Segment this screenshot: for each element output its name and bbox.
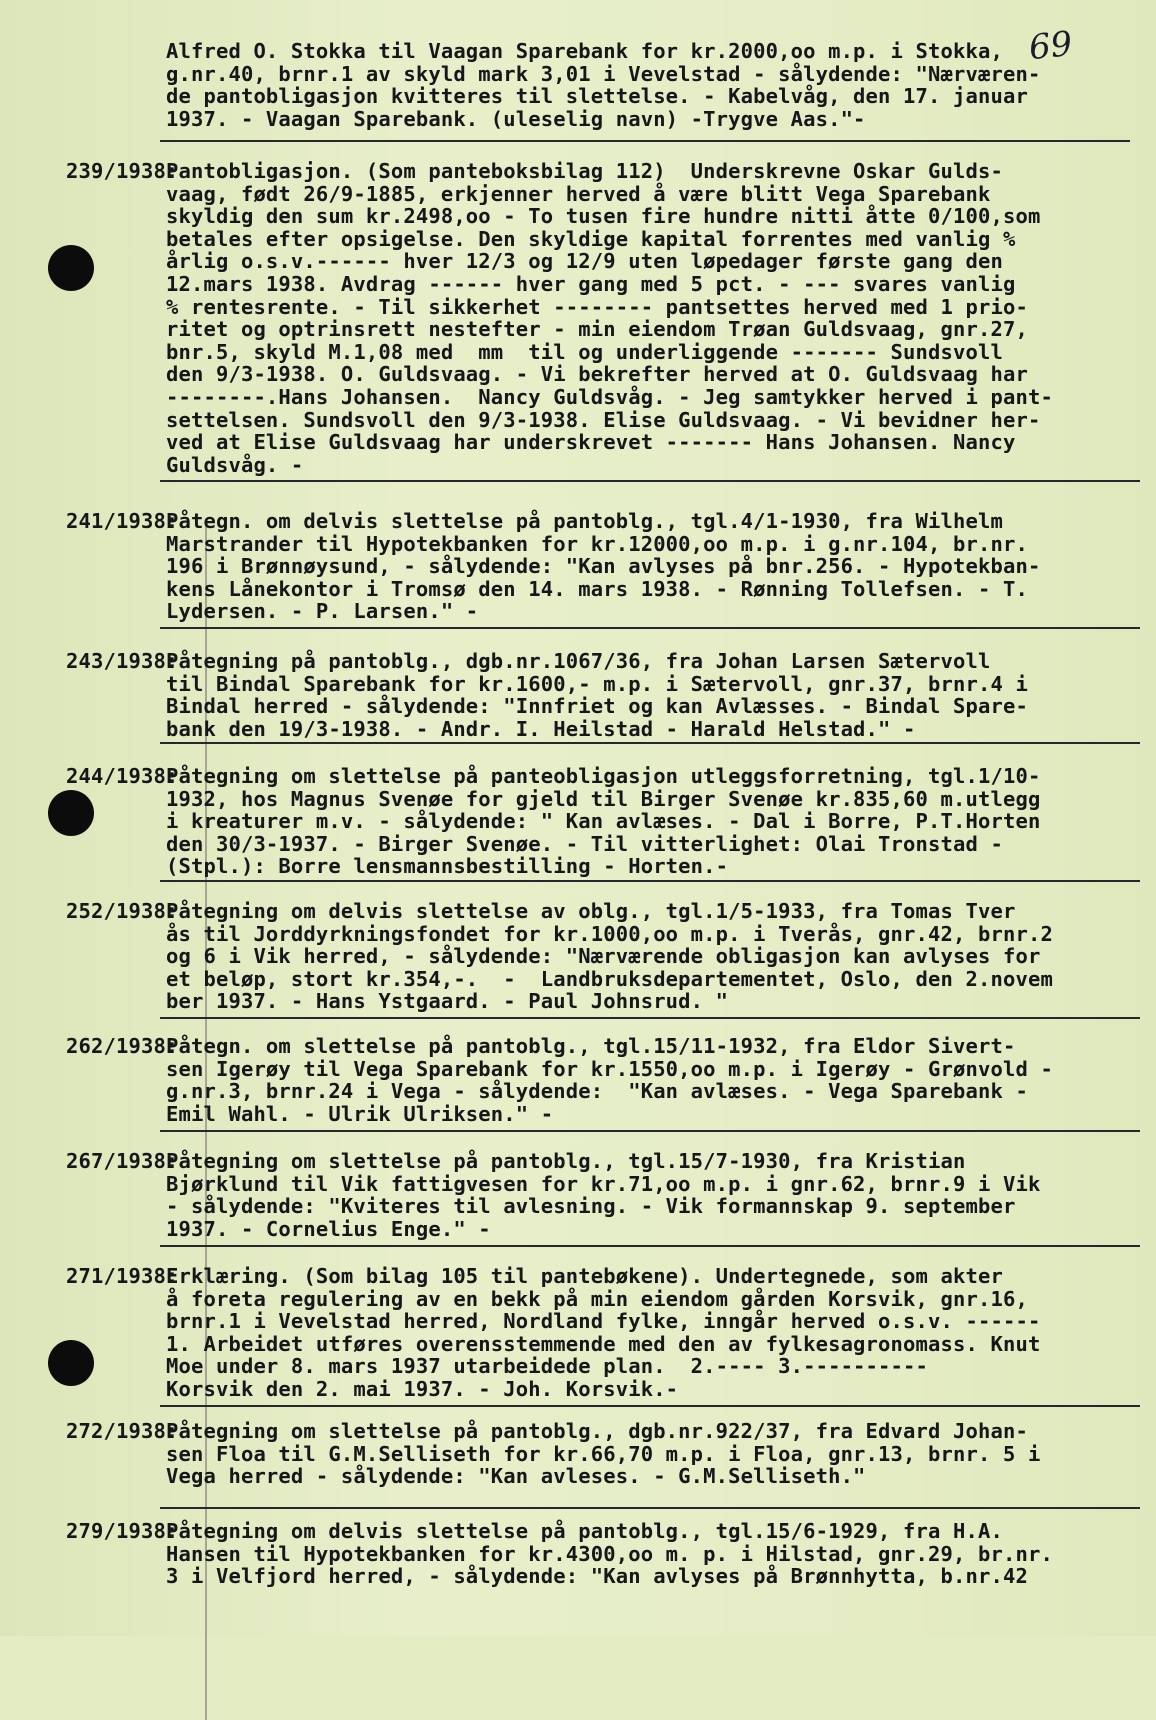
entry-text-line: vaag, født 26/9-1885, erkjenner herved å være blitt Vega Sparebank (166, 181, 991, 206)
entry-number: 243/1938: (66, 649, 179, 673)
entry-text-line: Påtegning om delvis slettelse på pantoblg., tgl.15/6-1929, fra H.A. (166, 1519, 1003, 1543)
entry-text-line: Påtegn. om delvis slettelse på pantoblg., tgl.4/1-1930, fra Wilhelm (166, 509, 1003, 533)
page-number: 69 (1026, 23, 1074, 69)
entry-text-line: g.nr.3, brnr.24 i Vega - sålydende: "Kan avlæses. - Vega Sparebank - (166, 1079, 1028, 1104)
entry-text-line: de pantobligasjon kvitteres til slettelse. - Kabelvåg, den 17. januar (166, 84, 1028, 109)
entry-text-line: ås til Jorddyrkningsfondet for kr.1000,oo m.p. i Tverås, gnr.42, brnr.2 (166, 921, 1053, 946)
entry-text-line: Korsvik den 2. mai 1937. - Joh. Korsvik.- (166, 1377, 679, 1401)
entry-text-line: Lydersen. - P. Larsen." - (166, 599, 479, 624)
entry-number: 279/1938: (66, 1519, 179, 1543)
entry-text-line: --------.Hans Johansen. Nancy Guldsvåg. - Jeg samtykker herved i pant- (166, 385, 1053, 409)
entry-text-line: Vega herred - sålydende: "Kan avleses. - G.M.Selliseth." (166, 1464, 866, 1489)
entry-separator (160, 1130, 1140, 1132)
entry-text-line: Påtegning om delvis slettelse av oblg., tgl.1/5-1933, fra Tomas Tver (166, 899, 1016, 923)
entry-text-line: ritet og optrinsrett nestefter - min eiendom Trøan Guldsvaag, gnr.27, (166, 317, 1028, 342)
entry-text-line: Bjørklund til Vik fattigvesen for kr.71,oo m.p. i gnr.62, brnr.9 i Vik (166, 1171, 1041, 1196)
entry-text-line: brnr.1 i Vevelstad herred, Nordland fylke, inngår herved o.s.v. ------ (166, 1309, 1041, 1334)
entry-text-line: 1. Arbeidet utføres overensstemmende med den av fylkesagronomass. Knut (166, 1331, 1041, 1356)
entry-text-line: 1937. - Vaagan Sparebank. (uleselig navn) -Trygve Aas."- (166, 106, 866, 131)
entry-separator (160, 1017, 1140, 1019)
entry-text-line: sen Floa til G.M.Selliseth for kr.66,70 m.p. i Floa, gnr.13, brnr. 5 i (166, 1441, 1041, 1466)
entry-text-line: Erklæring. (Som bilag 105 til pantebøkene). Undertegnede, som akter (166, 1264, 1003, 1288)
entry-text-line: Påtegning om slettelse på pantoblg., tgl.15/7-1930, fra Kristian (166, 1149, 966, 1173)
entry-separator (160, 1405, 1140, 1407)
entry-text-line: (Stpl.): Borre lensmannsbestilling - Horten.- (166, 854, 729, 879)
entry-separator (160, 480, 1140, 482)
entry-number: 239/1938: (66, 159, 179, 183)
entry-separator (160, 742, 1140, 744)
entry-text-line: skyldig den sum kr.2498,oo - To tusen fire hundre nitti åtte 0/100,som (166, 204, 1041, 229)
entry-text-line: 1932, hos Magnus Svenøe for gjeld til Birger Svenøe kr.835,60 m.utlegg (166, 786, 1041, 811)
entry-text-line: den 9/3-1938. O. Guldsvaag. - Vi bekrefter herved at O. Guldsvaag har (166, 362, 1028, 387)
entry-text-line: ber 1937. - Hans Ystgaard. - Paul Johnsrud. " (166, 989, 729, 1014)
entry-text-line: og 6 i Vik herred, - sålydende: "Nærværende obligasjon kan avlyses for (166, 944, 1041, 969)
entry-separator (160, 140, 1130, 142)
entry-text-line: et beløp, stort kr.354,-. - Landbruksdepartementet, Oslo, den 2.novem (166, 966, 1053, 991)
entry-text-line: Moe under 8. mars 1937 utarbeidede plan. 2.---- 3.---------- (166, 1354, 929, 1379)
entry-number: 252/1938: (66, 899, 179, 923)
entry-text-line: årlig o.s.v.------ hver 12/3 og 12/9 uten løpedager første gang den (166, 249, 1003, 274)
entry-text-line: bnr.5, skyld M.1,08 med mm til og underliggende ------- Sundsvoll (166, 339, 1003, 364)
entry-text-line: kens Lånekontor i Tromsø den 14. mars 1938. - Rønning Tollefsen. - T. (166, 576, 1028, 601)
entry-text-line: Emil Wahl. - Ulrik Ulriksen." - (166, 1101, 554, 1126)
entry-text-line: 12.mars 1938. Avdrag ------ hver gang med 5 pct. - --- svares vanlig (166, 272, 1016, 296)
entry-text-line: Påtegn. om slettelse på pantoblg., tgl.15/11-1932, fra Eldor Sivert- (166, 1034, 1016, 1058)
entry-number: 244/1938: (66, 764, 179, 788)
entry-text-line: betales efter opsigelse. Den skyldige kapital forrentes med vanlig % (166, 226, 1016, 251)
entry-text-line: Pantobligasjon. (Som panteboksbilag 112) Underskrevne Oskar Gulds- (166, 159, 1003, 183)
entry-text-line: bank den 19/3-1938. - Andr. I. Heilstad - Harald Helstad." - (166, 716, 916, 741)
entry-text-line: g.nr.40, brnr.1 av skyld mark 3,01 i Vevelstad - sålydende: "Nærværen- (166, 61, 1041, 86)
entry-separator (160, 1507, 1140, 1509)
entry-text-line: 196 i Brønnøysund, - sålydende: "Kan avlyses på bnr.256. - Hypotekban- (166, 554, 1041, 579)
entry-number: 271/1938: (66, 1264, 179, 1288)
punch-hole (48, 245, 94, 291)
entry-number: 272/1938: (66, 1419, 179, 1443)
entry-separator (160, 1245, 1140, 1247)
entry-number: 241/1938: (66, 509, 179, 533)
entry-text-line: Marstrander til Hypotekbanken for kr.12000,oo m.p. i g.nr.104, br.nr. (166, 531, 1028, 556)
entry-text-line: Påtegning om slettelse på pantoblg., dgb.nr.922/37, fra Edvard Johan- (166, 1419, 1028, 1443)
entry-separator (160, 627, 1140, 629)
entry-text-line: Påtegning på pantoblg., dgb.nr.1067/36, fra Johan Larsen Sætervoll (166, 649, 991, 673)
entry-text-line: settelsen. Sundsvoll den 9/3-1938. Elise Guldsvaag. - Vi bevidner her- (166, 407, 1041, 432)
entry-text-line: til Bindal Sparebank for kr.1600,- m.p. i Sætervoll, gnr.37, brnr.4 i (166, 671, 1028, 696)
entry-text-line: Bindal herred - sålydende: "Innfriet og kan Avlæsses. - Bindal Spare- (166, 694, 1028, 719)
entry-text-line: i kreaturer m.v. - sålydende: " Kan avlæses. - Dal i Borre, P.T.Horten (166, 809, 1041, 834)
entry-text-line: Guldsvåg. - (166, 452, 304, 477)
entry-text-line: å foreta regulering av en bekk på min eiendom gården Korsvik, gnr.16, (166, 1286, 1028, 1311)
entry-text-line: 3 i Velfjord herred, - sålydende: "Kan avlyses på Brønnhytta, b.nr.42 (166, 1564, 1028, 1589)
entry-text-line: Hansen til Hypotekbanken for kr.4300,oo m. p. i Hilstad, gnr.29, br.nr. (166, 1541, 1053, 1566)
entry-text-line: - sålydende: "Kviteres til avlesning. - Vik formannskap 9. september (166, 1194, 1016, 1219)
entry-text-line: Påtegning om slettelse på panteobligasjon utleggsforretning, tgl.1/10- (166, 764, 1041, 788)
entry-number: 267/1938: (66, 1149, 179, 1173)
entry-text-line: 1937. - Cornelius Enge." - (166, 1216, 491, 1241)
punch-hole (48, 1340, 94, 1386)
entry-number: 262/1938: (66, 1034, 179, 1058)
entry-text-line: ved at Elise Guldsvaag har underskrevet ------- Hans Johansen. Nancy (166, 430, 1016, 455)
entry-text-line: Alfred O. Stokka til Vaagan Sparebank for kr.2000,oo m.p. i Stokka, (166, 39, 1003, 63)
entry-text-line: sen Igerøy til Vega Sparebank for kr.1550,oo m.p. i Igerøy - Grønvold - (166, 1056, 1053, 1081)
entry-text-line: % rentesrente. - Til sikkerhet -------- pantsettes herved med 1 prio- (166, 294, 1028, 319)
entry-text-line: den 30/3-1937. - Birger Svenøe. - Til vitterlighet: Olai Tronstad - (166, 831, 1003, 856)
entry-separator (160, 880, 1140, 882)
punch-hole (48, 790, 94, 836)
